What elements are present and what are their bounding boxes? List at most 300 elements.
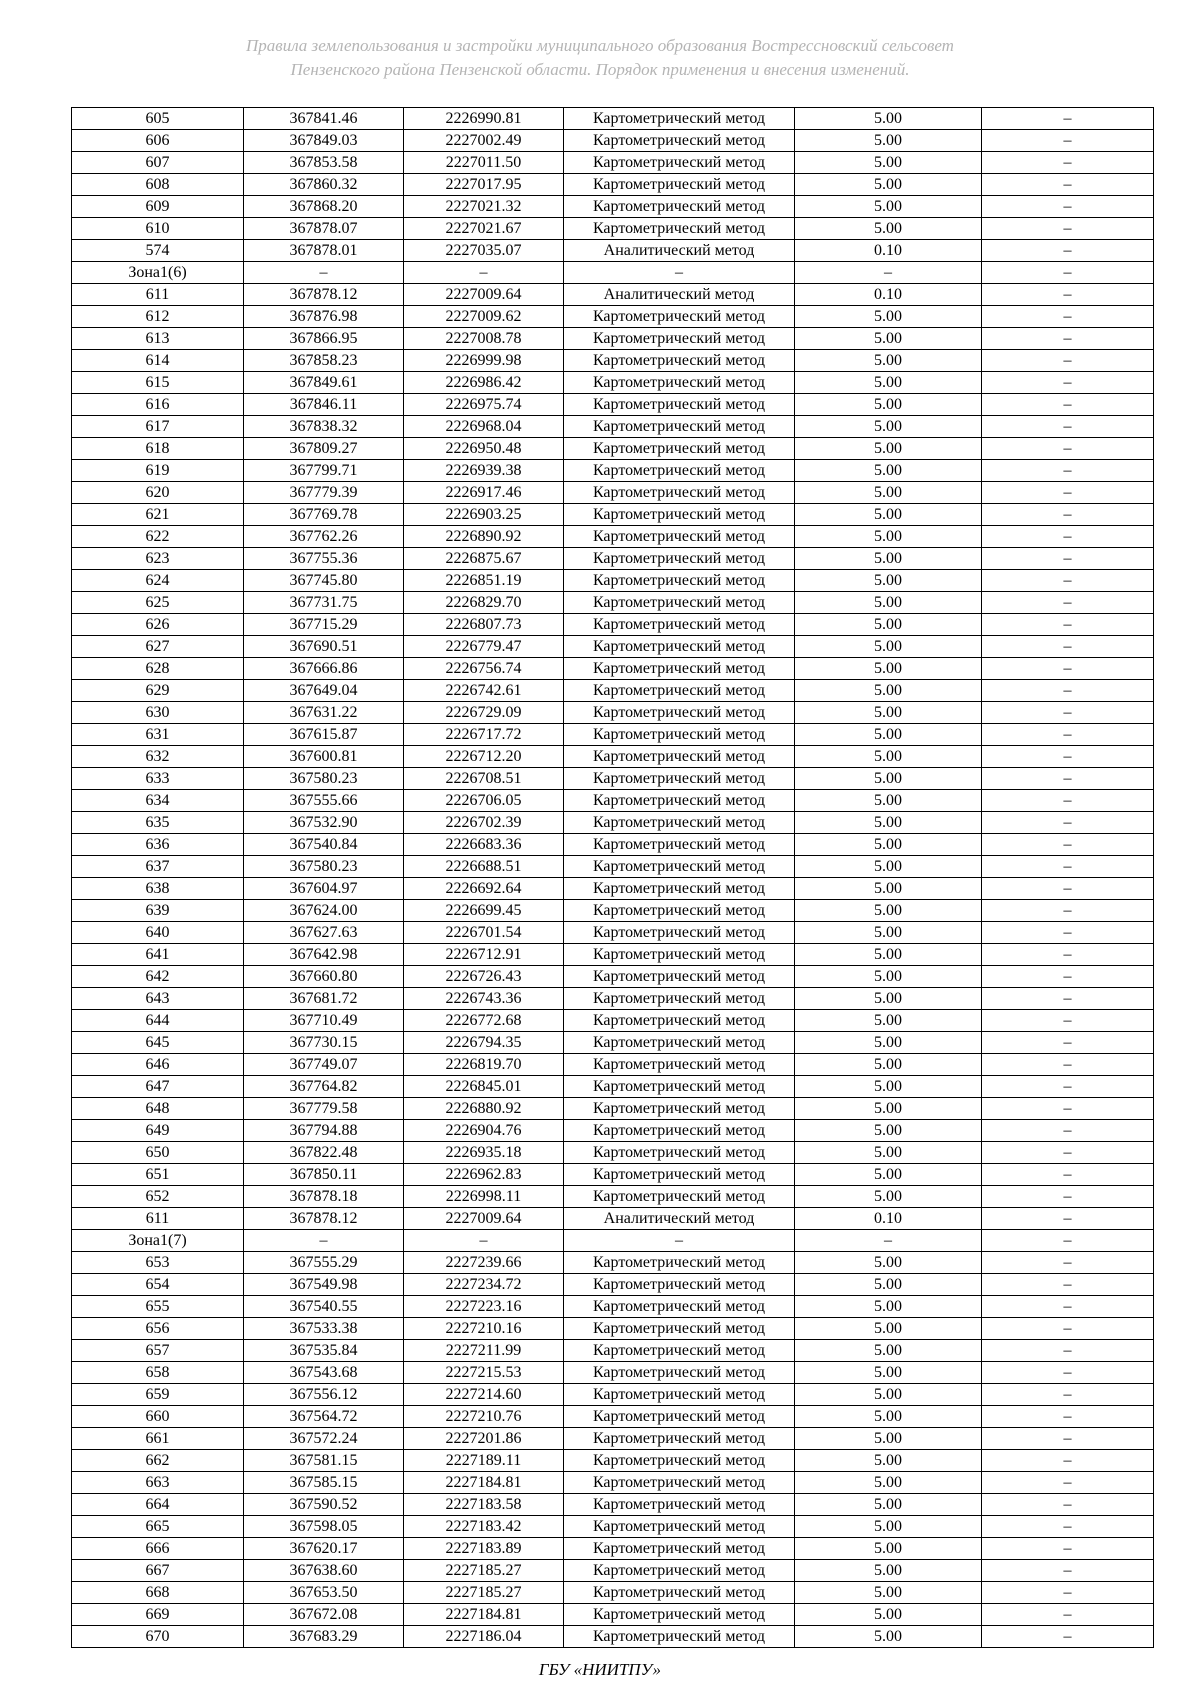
accuracy-cell: 5.00 bbox=[795, 504, 982, 526]
accuracy-cell: 5.00 bbox=[795, 1340, 982, 1362]
description-cell: – bbox=[982, 1054, 1154, 1076]
accuracy-cell: 5.00 bbox=[795, 922, 982, 944]
x-coordinate-cell: 367822.48 bbox=[244, 1142, 404, 1164]
table-row bbox=[72, 152, 1154, 174]
accuracy-cell: 5.00 bbox=[795, 196, 982, 218]
point-number-cell: 659 bbox=[72, 1384, 244, 1406]
accuracy-cell: 5.00 bbox=[795, 658, 982, 680]
point-number-cell: 670 bbox=[72, 1626, 244, 1648]
y-coordinate-cell: 2227183.89 bbox=[404, 1538, 564, 1560]
description-cell: – bbox=[982, 614, 1154, 636]
y-coordinate-cell: 2226706.05 bbox=[404, 790, 564, 812]
method-cell: Картометрический метод bbox=[564, 1472, 795, 1494]
description-cell: – bbox=[982, 1186, 1154, 1208]
y-coordinate-cell: 2227035.07 bbox=[404, 240, 564, 262]
accuracy-cell: 5.00 bbox=[795, 746, 982, 768]
method-cell: Картометрический метод bbox=[564, 548, 795, 570]
accuracy-cell: 5.00 bbox=[795, 856, 982, 878]
y-coordinate-cell: 2226845.01 bbox=[404, 1076, 564, 1098]
description-cell: – bbox=[982, 1076, 1154, 1098]
table-row bbox=[72, 570, 1154, 592]
table-row bbox=[72, 1406, 1154, 1428]
method-cell: Картометрический метод bbox=[564, 900, 795, 922]
description-cell: – bbox=[982, 592, 1154, 614]
description-cell: – bbox=[982, 1296, 1154, 1318]
accuracy-cell: 5.00 bbox=[795, 1626, 982, 1648]
y-coordinate-cell: 2227214.60 bbox=[404, 1384, 564, 1406]
point-number-cell: 626 bbox=[72, 614, 244, 636]
accuracy-cell: 5.00 bbox=[795, 482, 982, 504]
y-coordinate-cell: 2227210.16 bbox=[404, 1318, 564, 1340]
point-number-cell: 621 bbox=[72, 504, 244, 526]
point-number-cell: 574 bbox=[72, 240, 244, 262]
method-cell: Картометрический метод bbox=[564, 944, 795, 966]
description-cell: – bbox=[982, 922, 1154, 944]
accuracy-cell: – bbox=[795, 1230, 982, 1252]
description-cell: – bbox=[982, 636, 1154, 658]
method-cell: Картометрический метод bbox=[564, 658, 795, 680]
method-cell: Картометрический метод bbox=[564, 680, 795, 702]
description-cell: – bbox=[982, 174, 1154, 196]
method-cell: Картометрический метод bbox=[564, 1362, 795, 1384]
table-row bbox=[72, 482, 1154, 504]
accuracy-cell: 5.00 bbox=[795, 1494, 982, 1516]
point-number-cell: 635 bbox=[72, 812, 244, 834]
method-cell: Картометрический метод bbox=[564, 592, 795, 614]
method-cell: Картометрический метод bbox=[564, 1318, 795, 1340]
table-row bbox=[72, 1252, 1154, 1274]
table-row bbox=[72, 1098, 1154, 1120]
table-row bbox=[72, 922, 1154, 944]
method-cell: Картометрический метод bbox=[564, 636, 795, 658]
point-number-cell: 651 bbox=[72, 1164, 244, 1186]
method-cell: Картометрический метод bbox=[564, 438, 795, 460]
description-cell: – bbox=[982, 152, 1154, 174]
method-cell: Картометрический метод bbox=[564, 768, 795, 790]
y-coordinate-cell: 2227009.64 bbox=[404, 1208, 564, 1230]
point-number-cell: 646 bbox=[72, 1054, 244, 1076]
accuracy-cell: 5.00 bbox=[795, 702, 982, 724]
table-row bbox=[72, 1560, 1154, 1582]
y-coordinate-cell: 2227183.58 bbox=[404, 1494, 564, 1516]
method-cell: Картометрический метод bbox=[564, 724, 795, 746]
description-cell: – bbox=[982, 768, 1154, 790]
accuracy-cell: 5.00 bbox=[795, 1318, 982, 1340]
accuracy-cell: 5.00 bbox=[795, 1516, 982, 1538]
x-coordinate-cell: 367683.29 bbox=[244, 1626, 404, 1648]
y-coordinate-cell: 2226726.43 bbox=[404, 966, 564, 988]
method-cell: – bbox=[564, 1230, 795, 1252]
table-row bbox=[72, 108, 1154, 130]
x-coordinate-cell: 367876.98 bbox=[244, 306, 404, 328]
y-coordinate-cell: 2226701.54 bbox=[404, 922, 564, 944]
y-coordinate-cell: 2226999.98 bbox=[404, 350, 564, 372]
x-coordinate-cell: 367860.32 bbox=[244, 174, 404, 196]
table-row bbox=[72, 1010, 1154, 1032]
x-coordinate-cell: 367540.55 bbox=[244, 1296, 404, 1318]
point-number-cell: 666 bbox=[72, 1538, 244, 1560]
y-coordinate-cell: 2226903.25 bbox=[404, 504, 564, 526]
method-cell: Картометрический метод bbox=[564, 1032, 795, 1054]
accuracy-cell: – bbox=[795, 262, 982, 284]
description-cell: – bbox=[982, 1252, 1154, 1274]
description-cell: – bbox=[982, 570, 1154, 592]
x-coordinate-cell: 367624.00 bbox=[244, 900, 404, 922]
point-number-cell: 649 bbox=[72, 1120, 244, 1142]
method-cell: Картометрический метод bbox=[564, 1560, 795, 1582]
x-coordinate-cell: 367799.71 bbox=[244, 460, 404, 482]
method-cell: Картометрический метод bbox=[564, 790, 795, 812]
accuracy-cell: 5.00 bbox=[795, 1164, 982, 1186]
page-header bbox=[0, 34, 1200, 82]
description-cell: – bbox=[982, 1274, 1154, 1296]
point-number-cell: 665 bbox=[72, 1516, 244, 1538]
x-coordinate-cell: 367794.88 bbox=[244, 1120, 404, 1142]
y-coordinate-cell: 2226819.70 bbox=[404, 1054, 564, 1076]
accuracy-cell: 0.10 bbox=[795, 240, 982, 262]
accuracy-cell: 5.00 bbox=[795, 1384, 982, 1406]
method-cell: Картометрический метод bbox=[564, 1164, 795, 1186]
x-coordinate-cell: 367672.08 bbox=[244, 1604, 404, 1626]
point-number-cell: 660 bbox=[72, 1406, 244, 1428]
x-coordinate-cell: – bbox=[244, 1230, 404, 1252]
accuracy-cell: 5.00 bbox=[795, 174, 982, 196]
method-cell: Картометрический метод bbox=[564, 1450, 795, 1472]
y-coordinate-cell: 2226717.72 bbox=[404, 724, 564, 746]
description-cell: – bbox=[982, 526, 1154, 548]
y-coordinate-cell: 2227185.27 bbox=[404, 1582, 564, 1604]
point-number-cell: 607 bbox=[72, 152, 244, 174]
accuracy-cell: 5.00 bbox=[795, 988, 982, 1010]
table-row bbox=[72, 768, 1154, 790]
x-coordinate-cell: 367681.72 bbox=[244, 988, 404, 1010]
y-coordinate-cell: 2227211.99 bbox=[404, 1340, 564, 1362]
accuracy-cell: 5.00 bbox=[795, 812, 982, 834]
y-coordinate-cell: 2226699.45 bbox=[404, 900, 564, 922]
header-line-2: Пензенского района Пензенской области. Порядок применения и внесения изменений. bbox=[290, 60, 910, 79]
method-cell: Картометрический метод bbox=[564, 328, 795, 350]
x-coordinate-cell: 367666.86 bbox=[244, 658, 404, 680]
description-cell: – bbox=[982, 262, 1154, 284]
accuracy-cell: 5.00 bbox=[795, 350, 982, 372]
x-coordinate-cell: 367809.27 bbox=[244, 438, 404, 460]
method-cell: Картометрический метод bbox=[564, 460, 795, 482]
point-number-cell: 653 bbox=[72, 1252, 244, 1274]
y-coordinate-cell: 2226890.92 bbox=[404, 526, 564, 548]
y-coordinate-cell: 2227186.04 bbox=[404, 1626, 564, 1648]
table-row bbox=[72, 900, 1154, 922]
accuracy-cell: 5.00 bbox=[795, 460, 982, 482]
accuracy-cell: 5.00 bbox=[795, 1032, 982, 1054]
x-coordinate-cell: 367841.46 bbox=[244, 108, 404, 130]
x-coordinate-cell: 367730.15 bbox=[244, 1032, 404, 1054]
x-coordinate-cell: 367615.87 bbox=[244, 724, 404, 746]
point-number-cell: 637 bbox=[72, 856, 244, 878]
point-number-cell: 624 bbox=[72, 570, 244, 592]
table-row bbox=[72, 240, 1154, 262]
accuracy-cell: 5.00 bbox=[795, 548, 982, 570]
point-number-cell: 608 bbox=[72, 174, 244, 196]
point-number-cell: 644 bbox=[72, 1010, 244, 1032]
accuracy-cell: 0.10 bbox=[795, 1208, 982, 1230]
method-cell: – bbox=[564, 262, 795, 284]
description-cell: – bbox=[982, 878, 1154, 900]
x-coordinate-cell: 367580.23 bbox=[244, 856, 404, 878]
accuracy-cell: 5.00 bbox=[795, 768, 982, 790]
x-coordinate-cell: 367590.52 bbox=[244, 1494, 404, 1516]
y-coordinate-cell: 2227184.81 bbox=[404, 1604, 564, 1626]
table-row bbox=[72, 1032, 1154, 1054]
method-cell: Картометрический метод bbox=[564, 1054, 795, 1076]
table-row bbox=[72, 130, 1154, 152]
table-row bbox=[72, 1538, 1154, 1560]
table-row bbox=[72, 724, 1154, 746]
method-cell: Картометрический метод bbox=[564, 702, 795, 724]
table-row bbox=[72, 1362, 1154, 1384]
description-cell: – bbox=[982, 658, 1154, 680]
method-cell: Картометрический метод bbox=[564, 878, 795, 900]
description-cell: – bbox=[982, 680, 1154, 702]
accuracy-cell: 5.00 bbox=[795, 1054, 982, 1076]
y-coordinate-cell: 2226904.76 bbox=[404, 1120, 564, 1142]
point-number-cell: 606 bbox=[72, 130, 244, 152]
accuracy-cell: 5.00 bbox=[795, 900, 982, 922]
point-number-cell: 620 bbox=[72, 482, 244, 504]
y-coordinate-cell: 2226712.20 bbox=[404, 746, 564, 768]
method-cell: Картометрический метод bbox=[564, 988, 795, 1010]
method-cell: Картометрический метод bbox=[564, 218, 795, 240]
point-number-cell: 656 bbox=[72, 1318, 244, 1340]
x-coordinate-cell: 367878.12 bbox=[244, 1208, 404, 1230]
method-cell: Картометрический метод bbox=[564, 746, 795, 768]
description-cell: – bbox=[982, 1142, 1154, 1164]
description-cell: – bbox=[982, 240, 1154, 262]
point-number-cell: 667 bbox=[72, 1560, 244, 1582]
y-coordinate-cell: – bbox=[404, 1230, 564, 1252]
table-row bbox=[72, 746, 1154, 768]
table-row bbox=[72, 878, 1154, 900]
table-row bbox=[72, 1164, 1154, 1186]
x-coordinate-cell: 367580.23 bbox=[244, 768, 404, 790]
description-cell: – bbox=[982, 724, 1154, 746]
method-cell: Картометрический метод bbox=[564, 1406, 795, 1428]
table-row bbox=[72, 416, 1154, 438]
description-cell: – bbox=[982, 988, 1154, 1010]
point-number-cell: 622 bbox=[72, 526, 244, 548]
point-number-cell: 655 bbox=[72, 1296, 244, 1318]
x-coordinate-cell: 367749.07 bbox=[244, 1054, 404, 1076]
point-number-cell: 636 bbox=[72, 834, 244, 856]
accuracy-cell: 5.00 bbox=[795, 878, 982, 900]
table-row bbox=[72, 196, 1154, 218]
zone-header-row bbox=[72, 262, 1154, 284]
y-coordinate-cell: 2226807.73 bbox=[404, 614, 564, 636]
method-cell: Картометрический метод bbox=[564, 1076, 795, 1098]
table-row bbox=[72, 1274, 1154, 1296]
page-footer: ГБУ «НИИТПУ» bbox=[538, 1660, 662, 1679]
y-coordinate-cell: 2226794.35 bbox=[404, 1032, 564, 1054]
y-coordinate-cell: 2226851.19 bbox=[404, 570, 564, 592]
x-coordinate-cell: 367638.60 bbox=[244, 1560, 404, 1582]
accuracy-cell: 5.00 bbox=[795, 1252, 982, 1274]
x-coordinate-cell: 367849.61 bbox=[244, 372, 404, 394]
point-number-cell: 645 bbox=[72, 1032, 244, 1054]
table-row bbox=[72, 328, 1154, 350]
table-row bbox=[72, 1076, 1154, 1098]
point-number-cell: 633 bbox=[72, 768, 244, 790]
y-coordinate-cell: 2227223.16 bbox=[404, 1296, 564, 1318]
description-cell: – bbox=[982, 1450, 1154, 1472]
accuracy-cell: 5.00 bbox=[795, 1098, 982, 1120]
x-coordinate-cell: 367710.49 bbox=[244, 1010, 404, 1032]
description-cell: – bbox=[982, 1098, 1154, 1120]
description-cell: – bbox=[982, 416, 1154, 438]
accuracy-cell: 5.00 bbox=[795, 394, 982, 416]
x-coordinate-cell: 367555.66 bbox=[244, 790, 404, 812]
accuracy-cell: 5.00 bbox=[795, 1538, 982, 1560]
y-coordinate-cell: 2226875.67 bbox=[404, 548, 564, 570]
y-coordinate-cell: 2226990.81 bbox=[404, 108, 564, 130]
y-coordinate-cell: 2226729.09 bbox=[404, 702, 564, 724]
accuracy-cell: 5.00 bbox=[795, 1406, 982, 1428]
description-cell: – bbox=[982, 1208, 1154, 1230]
description-cell: – bbox=[982, 504, 1154, 526]
description-cell: – bbox=[982, 834, 1154, 856]
accuracy-cell: 5.00 bbox=[795, 218, 982, 240]
point-number-cell: 642 bbox=[72, 966, 244, 988]
point-number-cell: 616 bbox=[72, 394, 244, 416]
x-coordinate-cell: 367850.11 bbox=[244, 1164, 404, 1186]
method-cell: Картометрический метод bbox=[564, 350, 795, 372]
method-cell: Картометрический метод bbox=[564, 856, 795, 878]
y-coordinate-cell: 2227021.67 bbox=[404, 218, 564, 240]
accuracy-cell: 5.00 bbox=[795, 680, 982, 702]
x-coordinate-cell: 367878.01 bbox=[244, 240, 404, 262]
method-cell: Картометрический метод bbox=[564, 1274, 795, 1296]
point-number-cell: 643 bbox=[72, 988, 244, 1010]
table-row bbox=[72, 218, 1154, 240]
description-cell: – bbox=[982, 1604, 1154, 1626]
point-number-cell: 610 bbox=[72, 218, 244, 240]
x-coordinate-cell: 367653.50 bbox=[244, 1582, 404, 1604]
y-coordinate-cell: 2226772.68 bbox=[404, 1010, 564, 1032]
y-coordinate-cell: 2226986.42 bbox=[404, 372, 564, 394]
x-coordinate-cell: 367878.18 bbox=[244, 1186, 404, 1208]
method-cell: Картометрический метод bbox=[564, 1296, 795, 1318]
accuracy-cell: 5.00 bbox=[795, 1120, 982, 1142]
point-number-cell: 627 bbox=[72, 636, 244, 658]
accuracy-cell: 5.00 bbox=[795, 328, 982, 350]
description-cell: – bbox=[982, 966, 1154, 988]
x-coordinate-cell: 367866.95 bbox=[244, 328, 404, 350]
description-cell: – bbox=[982, 1406, 1154, 1428]
table-row bbox=[72, 504, 1154, 526]
table-row bbox=[72, 1296, 1154, 1318]
table-row bbox=[72, 460, 1154, 482]
description-cell: – bbox=[982, 746, 1154, 768]
x-coordinate-cell: 367764.82 bbox=[244, 1076, 404, 1098]
y-coordinate-cell: 2227008.78 bbox=[404, 328, 564, 350]
y-coordinate-cell: 2226998.11 bbox=[404, 1186, 564, 1208]
accuracy-cell: 5.00 bbox=[795, 1604, 982, 1626]
x-coordinate-cell: 367755.36 bbox=[244, 548, 404, 570]
y-coordinate-cell: 2226702.39 bbox=[404, 812, 564, 834]
accuracy-cell: 5.00 bbox=[795, 1010, 982, 1032]
y-coordinate-cell: 2227011.50 bbox=[404, 152, 564, 174]
y-coordinate-cell: 2226880.92 bbox=[404, 1098, 564, 1120]
table-row bbox=[72, 1516, 1154, 1538]
x-coordinate-cell: 367631.22 bbox=[244, 702, 404, 724]
table-row bbox=[72, 1186, 1154, 1208]
table-row bbox=[72, 702, 1154, 724]
table-row bbox=[72, 790, 1154, 812]
table-row bbox=[72, 372, 1154, 394]
x-coordinate-cell: 367556.12 bbox=[244, 1384, 404, 1406]
coordinates-table-body bbox=[72, 108, 1154, 1648]
x-coordinate-cell: 367627.63 bbox=[244, 922, 404, 944]
accuracy-cell: 5.00 bbox=[795, 130, 982, 152]
table-row bbox=[72, 1208, 1154, 1230]
table-row bbox=[72, 636, 1154, 658]
point-number-cell: 611 bbox=[72, 1208, 244, 1230]
accuracy-cell: 5.00 bbox=[795, 1274, 982, 1296]
description-cell: – bbox=[982, 460, 1154, 482]
accuracy-cell: 5.00 bbox=[795, 1582, 982, 1604]
method-cell: Аналитический метод bbox=[564, 240, 795, 262]
method-cell: Картометрический метод bbox=[564, 196, 795, 218]
accuracy-cell: 5.00 bbox=[795, 1186, 982, 1208]
y-coordinate-cell: 2227021.32 bbox=[404, 196, 564, 218]
description-cell: – bbox=[982, 1230, 1154, 1252]
description-cell: – bbox=[982, 856, 1154, 878]
x-coordinate-cell: 367600.81 bbox=[244, 746, 404, 768]
x-coordinate-cell: 367572.24 bbox=[244, 1428, 404, 1450]
x-coordinate-cell: 367878.12 bbox=[244, 284, 404, 306]
accuracy-cell: 5.00 bbox=[795, 614, 982, 636]
y-coordinate-cell: – bbox=[404, 262, 564, 284]
table-row bbox=[72, 614, 1154, 636]
x-coordinate-cell: 367543.68 bbox=[244, 1362, 404, 1384]
x-coordinate-cell: 367779.58 bbox=[244, 1098, 404, 1120]
description-cell: – bbox=[982, 372, 1154, 394]
method-cell: Картометрический метод bbox=[564, 1098, 795, 1120]
point-number-cell: 662 bbox=[72, 1450, 244, 1472]
x-coordinate-cell: 367620.17 bbox=[244, 1538, 404, 1560]
accuracy-cell: 0.10 bbox=[795, 284, 982, 306]
description-cell: – bbox=[982, 1318, 1154, 1340]
x-coordinate-cell: 367555.29 bbox=[244, 1252, 404, 1274]
description-cell: – bbox=[982, 1560, 1154, 1582]
method-cell: Картометрический метод bbox=[564, 130, 795, 152]
accuracy-cell: 5.00 bbox=[795, 1428, 982, 1450]
y-coordinate-cell: 2227184.81 bbox=[404, 1472, 564, 1494]
x-coordinate-cell: 367660.80 bbox=[244, 966, 404, 988]
description-cell: – bbox=[982, 1582, 1154, 1604]
y-coordinate-cell: 2226779.47 bbox=[404, 636, 564, 658]
method-cell: Картометрический метод bbox=[564, 1120, 795, 1142]
y-coordinate-cell: 2227239.66 bbox=[404, 1252, 564, 1274]
y-coordinate-cell: 2227009.64 bbox=[404, 284, 564, 306]
y-coordinate-cell: 2227009.62 bbox=[404, 306, 564, 328]
accuracy-cell: 5.00 bbox=[795, 108, 982, 130]
table-row bbox=[72, 350, 1154, 372]
accuracy-cell: 5.00 bbox=[795, 152, 982, 174]
method-cell: Картометрический метод bbox=[564, 834, 795, 856]
point-number-cell: 639 bbox=[72, 900, 244, 922]
description-cell: – bbox=[982, 394, 1154, 416]
accuracy-cell: 5.00 bbox=[795, 1142, 982, 1164]
method-cell: Картометрический метод bbox=[564, 966, 795, 988]
